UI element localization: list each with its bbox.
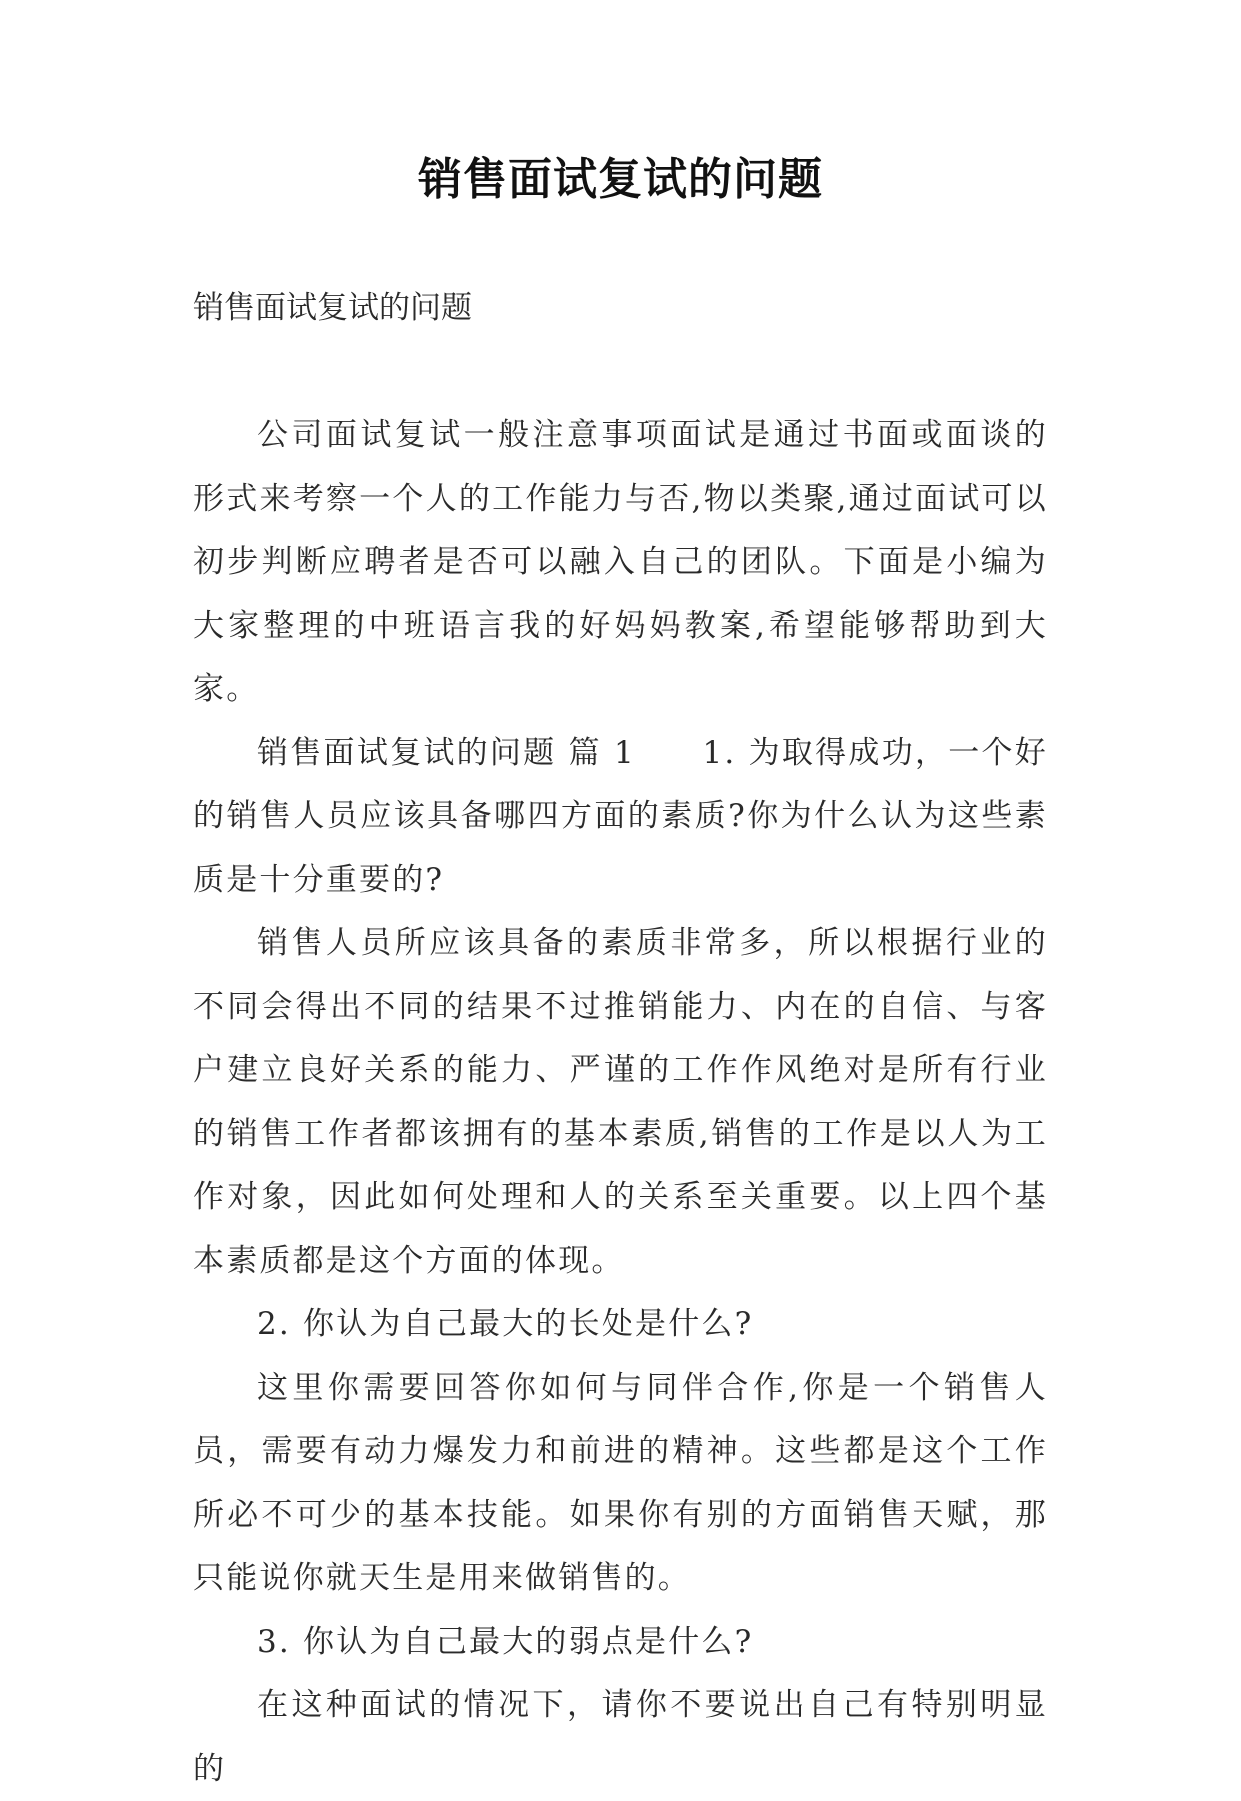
- body-paragraph: 公司面试复试一般注意事项面试是通过书面或面谈的形式来考察一个人的工作能力与否,物以类聚,通过面试可以初步判断应聘者是否可以融入自己的团队。下面是小编为大家整理的中班语言我的好妈妈教案,希望能够帮助到大家。: [193, 417, 1048, 707]
- document-title: 销售面试复试的问题: [418, 154, 823, 205]
- question-heading: 2. 你认为自己最大的长处是什么?: [257, 1306, 754, 1342]
- body-paragraph: 销售面试复试的问题 篇 1 1. 为取得成功，一个好的销售人员应该具备哪四方面的素质?你为什么认为这些素质是十分重要的?: [193, 734, 1048, 898]
- body-paragraph: 这里你需要回答你如何与同伴合作,你是一个销售人员，需要有动力爆发力和前进的精神。这些都是这个工作所必不可少的基本技能。如果你有别的方面销售天赋，那只能说你就天生是用来做销售的。: [193, 1369, 1048, 1596]
- document-subtitle: 销售面试复试的问题: [193, 290, 472, 326]
- document-body: [193, 404, 1048, 1801]
- question-heading: 3. 你认为自己最大的弱点是什么?: [257, 1623, 754, 1660]
- body-paragraph: 销售人员所应该具备的素质非常多，所以根据行业的不同会得出不同的结果不过推销能力、内在的自信、与客户建立良好关系的能力、严谨的工作作风绝对是所有行业的销售工作者都该拥有的基本素质,销售的工作是以人为工作对象，因此如何处理和人的关系至关重要。以上四个基本素质都是这个方面的体现。: [193, 925, 1048, 1279]
- body-paragraph: 在这种面试的情况下，请你不要说出自己有特别明显的: [193, 1687, 1048, 1787]
